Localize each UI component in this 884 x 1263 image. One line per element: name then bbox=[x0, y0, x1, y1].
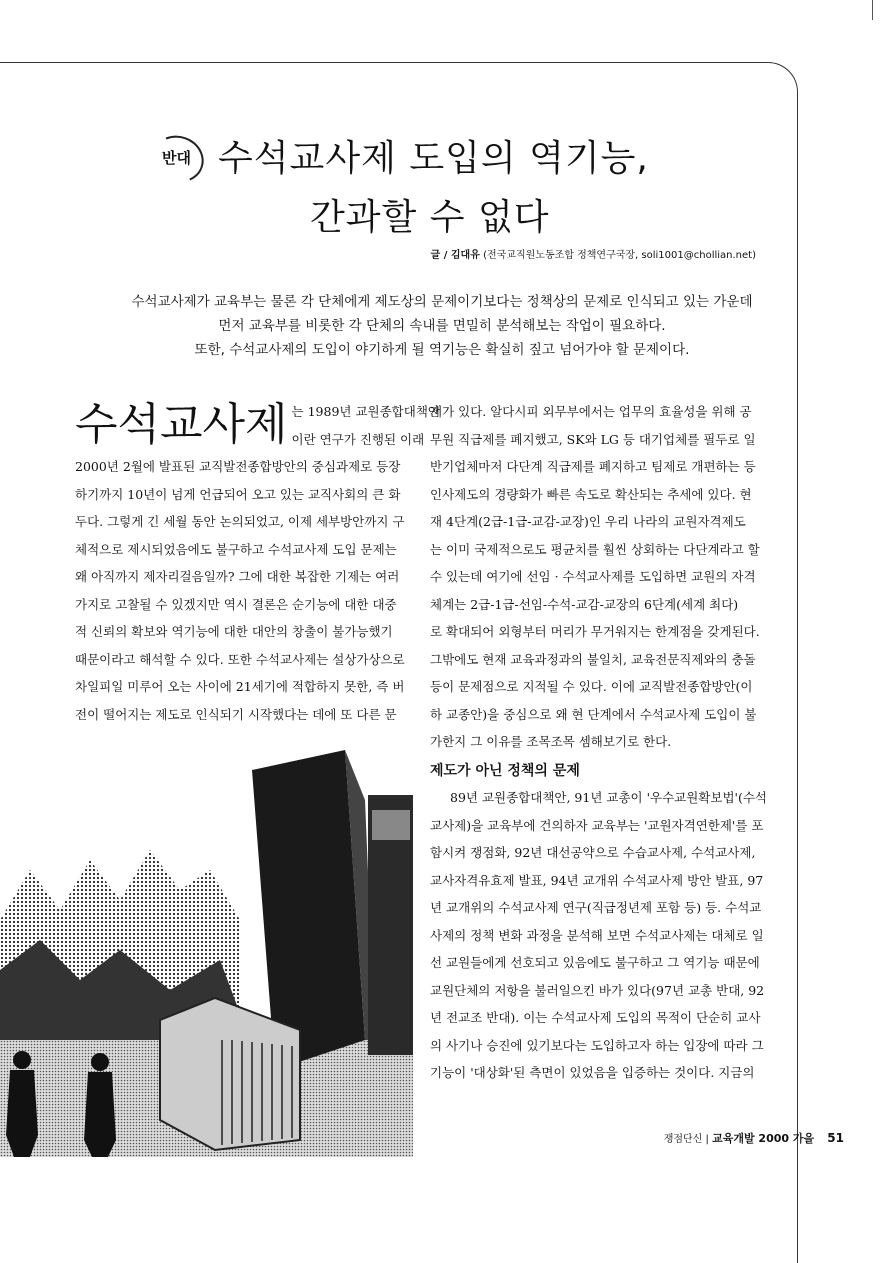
body-line: 하 교종안)을 중심으로 왜 현 단계에서 수석교사제 도입이 불 bbox=[430, 706, 757, 722]
body-line: 년 전교조 반대). 이는 수석교사제 도입의 목적이 단순히 교사 bbox=[430, 1010, 761, 1025]
body-line: 함시켜 쟁점화, 92년 대선공약으로 수습교사제, 수석교사제, bbox=[430, 845, 756, 860]
body-line: 가한지 그 이유를 조목조목 셈해보기로 한다. bbox=[430, 734, 672, 749]
footer-section: 쟁점단신 bbox=[663, 1134, 703, 1145]
body-line: 로 확대되어 외형부터 머리가 무거워지는 한계점을 갖게된다. bbox=[430, 624, 760, 639]
section-heading: 제도가 아닌 정책의 문제 bbox=[430, 763, 580, 779]
body-line: 두다. 그렇게 긴 세월 동안 논의되었고, 이제 세부방안까지 구 bbox=[75, 514, 405, 529]
body-line: 2000년 2월에 발표된 교직발전종합방안의 중심과제로 등장 bbox=[75, 459, 401, 474]
stance-badge: 반대 bbox=[162, 149, 191, 167]
body-line: 반기업체마저 다단계 직급제를 폐지하고 팀제로 개편하는 등 bbox=[430, 459, 756, 474]
body-line: 수 있는데 여기에 선임 · 수석교사제를 도입하면 교원의 자격 bbox=[430, 569, 756, 584]
body-line: 전이 떨어지는 제도로 인식되기 시작했다는 데에 또 다른 문 bbox=[75, 706, 397, 722]
body-line: 는 이미 국제적으로도 평균치를 훨씬 상회하는 다단계라고 할 bbox=[430, 541, 760, 557]
page-number: 51 bbox=[827, 1131, 844, 1145]
byline bbox=[431, 246, 756, 261]
body-line: 등이 문제점으로 지적될 수 있다. 이에 교직발전종합방안(이 bbox=[430, 679, 753, 694]
lead-line: 또한, 수석교사제의 도입이 야기하게 될 역기능은 확실히 짚고 넘어가야 할 문제이다. bbox=[194, 342, 690, 358]
author-affiliation: (전국교직원노동조합 정책연구국장, soli1001@chollian.net) bbox=[483, 250, 756, 261]
author: 글 / 김대유 bbox=[430, 250, 480, 261]
right-column-section bbox=[430, 784, 768, 1087]
dropcap: 수석교사제 bbox=[75, 399, 288, 450]
body-line: 차일피일 미루어 오는 사이에 21세기에 적합하지 못한, 즉 버 bbox=[75, 679, 405, 694]
body-line: 이란 연구가 진행된 이래 bbox=[291, 431, 425, 447]
body-line: 교원단체의 저항을 불러일으킨 바가 있다(97년 교총 반대, 92 bbox=[430, 982, 765, 998]
body-line: 교사제)을 교육부에 건의하자 교육부는 '교원자격연한제'를 포 bbox=[430, 817, 764, 833]
lead-line: 수석교사제가 교육부는 물론 각 단체에게 제도상의 문제이기보다는 정책상의 문제로 인식되고 있는 가운데 bbox=[131, 294, 753, 310]
body-line: 사제의 정책 변화 과정을 분석해 보면 수석교사제는 대체로 일 bbox=[430, 927, 764, 943]
body-line: 인사제도의 경량화가 빠른 속도로 확산되는 추세에 있다. 현 bbox=[430, 486, 752, 502]
body-line: 체적으로 제시되었음에도 불구하고 수석교사제 도입 문제는 bbox=[75, 541, 397, 557]
body-line: 의 사기나 승진에 있기보다는 도입하고자 하는 입장에 따라 그 bbox=[430, 1037, 764, 1053]
left-column bbox=[75, 398, 440, 728]
body-line: 왜 아직까지 제자리걸음일까? 그에 대한 복잡한 기제는 여러 bbox=[75, 569, 400, 584]
body-line: 년 교개위의 수석교사제 연구(직급정년제 포함 등) 등. 수석교 bbox=[430, 900, 762, 915]
lead-line: 먼저 교육부를 비롯한 각 단체의 속내를 면밀히 분석해보는 작업이 필요하다. bbox=[218, 318, 666, 334]
body-line: 가지로 고찰될 수 있겠지만 역시 결론은 순기능에 대한 대중 bbox=[75, 596, 397, 612]
body-line: 무원 직급제를 폐지했고, SK와 LG 등 대기업체를 필두로 일 bbox=[430, 431, 756, 447]
body-line: 재 4단계(2급-1급-교감-교장)인 우리 나라의 교원자격제도 bbox=[430, 514, 746, 529]
body-line: 선 교원들에게 선호되고 있음에도 불구하고 그 역기능 때문에 bbox=[430, 955, 760, 970]
footer-magazine: 교육개발 2000 가을 bbox=[712, 1132, 815, 1145]
body-line: 그밖에도 현재 교육과정과의 불일치, 교육전문직제와의 충돌 bbox=[430, 651, 756, 667]
body-line: 하기까지 10년이 넘게 언급되어 오고 있는 교직사회의 큰 화 bbox=[75, 486, 401, 502]
right-column bbox=[430, 398, 760, 756]
body-line: 체계는 2급-1급-선임-수석-교감-교장의 6단계(세계 최다) bbox=[430, 596, 739, 612]
article-title-line1: 수석교사제 도입의 역기능, bbox=[218, 138, 649, 179]
body-line: 기능이 '대상화'된 측면이 있었음을 입증하는 것이다. 지금의 bbox=[430, 1065, 755, 1080]
body-line: 89년 교원종합대책안, 91년 교총이 '우수교원확보법'(수석 bbox=[450, 790, 768, 805]
body-line: 적 신뢰의 확보와 역기능에 대한 대안의 창출이 불가능했기 bbox=[75, 624, 393, 639]
body-line: 때문이라고 해석할 수 있다. 또한 수석교사제는 설상가상으로 bbox=[75, 651, 405, 667]
page-footer: 쟁점단신 | 교육개발 2000 가을 51 bbox=[663, 1131, 844, 1145]
campus-photo bbox=[0, 740, 413, 1157]
article-title-line2: 간과할 수 없다 bbox=[310, 197, 550, 238]
lead-paragraph bbox=[0, 290, 884, 362]
body-line: 는 1989년 교원종합대책안 bbox=[291, 404, 440, 419]
body-line: 제가 있다. 알다시피 외무부에서는 업무의 효율성을 위해 공 bbox=[430, 404, 752, 419]
crop-mark bbox=[872, 0, 873, 20]
body-line: 교사자격유효제 발표, 94년 교개위 수석교사제 방안 발표, 97 bbox=[430, 872, 764, 888]
